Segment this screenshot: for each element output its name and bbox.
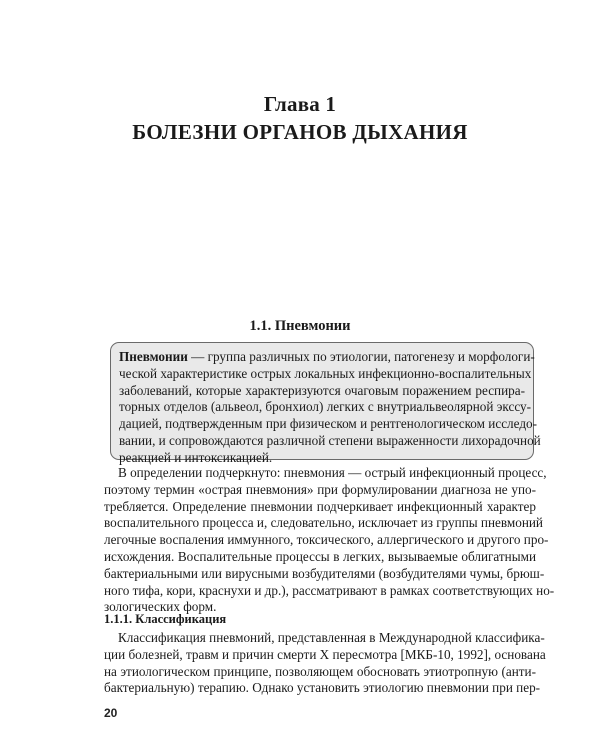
- paragraph-line: ного тифа, кори, краснухи и др.), рассматривают в рамках соответствующих но-: [104, 582, 555, 598]
- definition-line: заболеваний, которые характеризуются очаговым поражением респира-: [119, 382, 525, 398]
- chapter-title: БОЛЕЗНИ ОРГАНОВ ДЫХАНИЯ: [132, 120, 468, 144]
- paragraph-line: воспалительного процесса и, следовательно, исключает из группы пневмоний: [104, 515, 543, 531]
- paragraph-line: легочные воспаления иммунного, токсического, аллергического и другого про-: [104, 532, 549, 548]
- paragraph-line: бактериальную) терапию. Однако установить этиологию пневмонии при пер-: [104, 680, 541, 696]
- paragraph-line: В определении подчеркнуто: пневмония — острый инфекционный процесс,: [118, 465, 547, 480]
- section-heading: 1.1. Пневмонии: [249, 318, 351, 334]
- paragraph-definition-notes: [104, 465, 555, 616]
- paragraph-classification: [104, 630, 546, 697]
- paragraph-line: требляется. Определение пневмонии подчеркивает инфекционный характер: [104, 498, 536, 514]
- definition-box: [110, 342, 541, 465]
- definition-line: торных отделов (альвеол, бронхиол) легких с внутриальвеолярной экссу-: [119, 399, 531, 415]
- chapter-label: Глава 1: [263, 92, 337, 116]
- page-number: 20: [104, 706, 118, 720]
- definition-line: реакцией и интоксикацией.: [119, 449, 273, 465]
- paragraph-line: поэтому термин «острая пневмония» при формулировании диагноза не упо-: [104, 481, 536, 497]
- definition-line: дацией, подтвержденным при физическом и рентгенологическом исследо-: [119, 416, 538, 432]
- definition-line: ческой характеристике острых локальных инфекционно-воспалительных: [119, 365, 532, 381]
- paragraph-line: бактериальными или вирусными возбудителями (возбудителями чумы, брюш-: [104, 565, 545, 581]
- subsection-heading: 1.1.1. Классификация: [104, 612, 227, 626]
- definition-line-text: — группа различных по этиологии, патогенезу и морфологи-: [187, 349, 535, 364]
- paragraph-line: зологических форм.: [104, 599, 217, 615]
- definition-term: Пневмонии: [119, 349, 188, 364]
- definition-line: вании, и сопровождаются различной степени выраженности лихорадочной: [119, 432, 541, 448]
- paragraph-line: ции болезней, травм и причин смерти X пересмотра [МКБ-10, 1992], основана: [104, 646, 546, 662]
- paragraph-line: Классификация пневмоний, представленная в Международной классифика-: [118, 630, 545, 645]
- paragraph-line: исхождения. Воспалительные процессы в легких, вызываемые облигатными: [104, 548, 536, 564]
- paragraph-line: на этиологическом принципе, позволяющем обосновать этиотропную (анти-: [104, 663, 536, 679]
- definition-line: [119, 349, 535, 366]
